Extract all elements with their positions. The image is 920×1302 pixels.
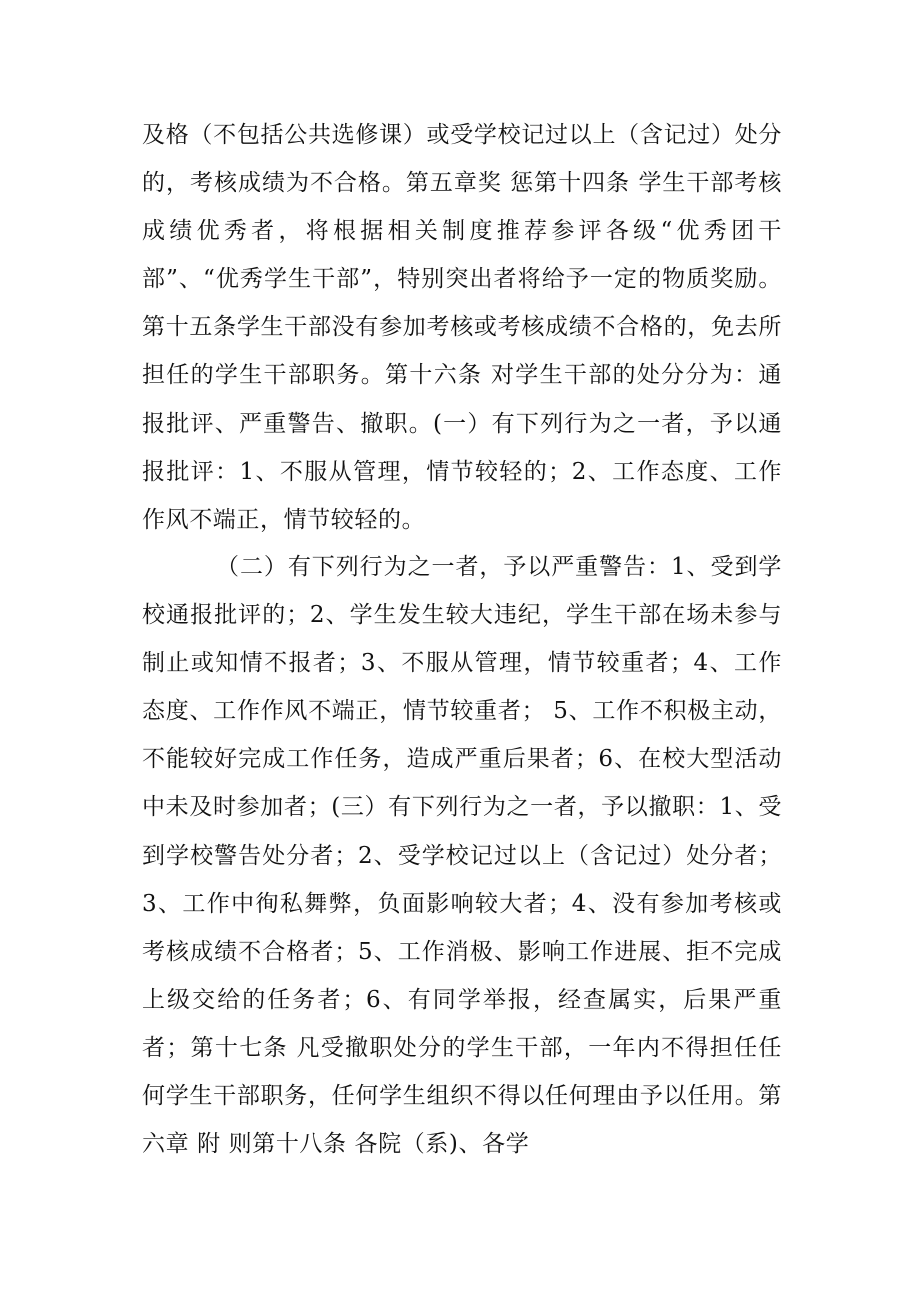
paragraph-1: 及格（不包括公共选修课）或受学校记过以上（含记过）处分的，考核成绩为不合格。第五章奖 惩第十四条 学生干部考核成绩优秀者，将根据相关制度推荐参评各级“优秀团干部”、“优秀学生干部”，特别突出者将给予一定的物质奖励。第十五条学生干部没有参加考核或考核成绩不合格的，免去所担任的学生干部职务。第十六条 对学生干部的处分分为：通报批评、严重警告、撤职。(一）有下列行为之一者，予以通报批评：1、不服从管理，情节较轻的；2、工作态度、工作作风不端正，情节较轻的。 [142, 122, 782, 533]
paragraph-2: （二）有下列行为之一者，予以严重警告：1、受到学校通报批评的；2、学生发生较大违纪，学生干部在场未参与制止或知情不报者；3、不服从管理，情节较重者；4、工作态度、工作作风不端正，情节较重者； 5、工作不积极主动，不能较好完成工作任务，造成严重后果者；6、在校大型活动中未及时参加者；(三）有下列行为之一者，予以撤职：1、受到学校警告处分者；2、受学校记过以上（含记过）处分者；3、工作中徇私舞弊，负面影响较大者；4、没有参加考核或考核成绩不合格者；5、工作消极、影响工作进展、拒不完成上级交给的任务者；6、有同学举报，经查属实，后果严重者；第十七条 凡受撤职处分的学生干部，一年内不得担任任何学生干部职务，任何学生组织不得以任何理由予以任用。第六章 附 则第十八条 各院（系)、各学 [142, 554, 782, 1158]
